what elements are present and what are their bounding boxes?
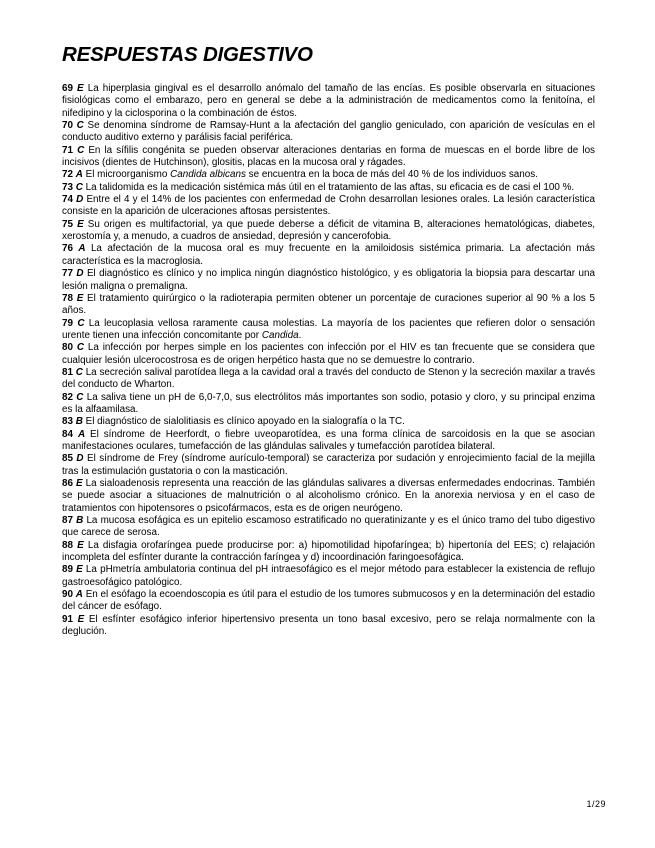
answer-entry xyxy=(62,145,595,170)
answer-number: 78 xyxy=(62,292,73,304)
answer-number: 76 xyxy=(62,243,73,255)
answer-number: 85 xyxy=(62,453,73,465)
answer-number: 79 xyxy=(62,317,73,329)
answer-number: 89 xyxy=(62,564,73,576)
answer-entry xyxy=(62,478,595,515)
answer-text: Se denomina síndrome de Ramsay-Hunt a la afectación del ganglio geniculado, con aparición de vesículas en el conducto auditivo externo y parálisis facial periférica. xyxy=(62,120,595,144)
answer-text: La afectación de la mucosa oral es muy frecuente en la amiloidosis sistémica primaria. La afectación más característica es la macroglosia. xyxy=(62,243,595,267)
answer-letter: C xyxy=(77,317,85,329)
answer-letter: E xyxy=(77,83,84,94)
answer-entry xyxy=(62,453,595,478)
answer-number: 91 xyxy=(62,613,73,625)
answer-number: 84 xyxy=(62,428,73,440)
answer-entry xyxy=(62,540,595,565)
answer-letter: E xyxy=(77,218,84,230)
answer-letter: C xyxy=(76,391,84,403)
answer-text: se encuentra en la boca de más del 40 % de los individuos sanos. xyxy=(245,169,538,181)
answer-entry xyxy=(62,342,595,367)
answer-number: 72 xyxy=(62,169,73,181)
answer-text: En el esófago la ecoendoscopia es útil para el estudio de los tumores submucosos y en la determinación del estadio del cáncer de esófago. xyxy=(62,589,596,613)
answer-text: La secreción salival parotídea llega a la cavidad oral a través del conducto de Stenon y la secreción maxilar a través del conducto de Wharton. xyxy=(62,366,596,391)
answer-number: 88 xyxy=(62,539,73,551)
answer-number: 73 xyxy=(62,181,73,193)
answer-entry xyxy=(62,589,595,614)
answer-number: 86 xyxy=(62,478,73,489)
answer-text: La saliva tiene un pH de 6,0-7,0, sus electrólitos más importantes son sodio, potasio y cloro, y su principal enzima es la alfaamilasa. xyxy=(62,391,595,415)
answer-text: La disfagia orofaríngea puede producirse por: a) hipomotilidad hipofaríngea; b) hipertonía del EES; c) relajación incompleta del esfínter durante la contracción faríngea y d) incoordinación faringoesofágica. xyxy=(62,539,595,564)
answer-letter: C xyxy=(75,181,83,193)
answer-text: El síndrome de Frey (síndrome aurículo-temporal) se caracteriza por sudación y enrojecimiento facial de la mejilla tras la estimulación gustatoria o con la masticación. xyxy=(62,453,596,477)
italic-term: Candida xyxy=(261,329,299,341)
answer-letter: E xyxy=(76,478,83,489)
answer-text: La talidomida es la medicación sistémica más útil en el tratamiento de las aftas, su eficacia es de casi el 100 %. xyxy=(85,181,575,193)
answer-text: El tratamiento quirúrgico o la radioterapia permiten obtener un porcentaje de curaciones superior al 90 % a los 5 años. xyxy=(62,292,595,317)
answer-number: 75 xyxy=(62,218,73,230)
answer-text: El esfínter esofágico inferior hipertensivo presenta un tono basal excesivo, pero se relaja normalmente con la deglución. xyxy=(62,613,596,638)
answer-entry xyxy=(62,120,595,145)
answer-entry xyxy=(62,268,595,293)
answer-entry xyxy=(62,614,595,639)
answer-letter: A xyxy=(75,589,83,601)
answer-text: El diagnóstico es clínico y no implica ningún diagnóstico histológico, y es obligatoria la biopsia para descartar una lesión maligna o premaligna. xyxy=(62,268,595,292)
page-title: RESPUESTAS DIGESTIVO xyxy=(62,43,313,66)
answer-text: El microorganismo xyxy=(85,169,171,181)
answer-number: 87 xyxy=(62,515,73,527)
answer-number: 90 xyxy=(62,589,73,601)
answer-letter: C xyxy=(76,120,84,132)
answer-entry xyxy=(62,83,595,120)
answer-letter: D xyxy=(76,453,84,465)
answer-entry xyxy=(62,194,595,219)
answer-letter: E xyxy=(76,292,84,304)
answer-entry xyxy=(62,169,595,181)
answer-number: 74 xyxy=(62,194,73,206)
answer-number: 81 xyxy=(62,366,73,378)
answer-entry xyxy=(62,243,595,268)
answer-entry xyxy=(62,416,595,428)
answer-number: 69 xyxy=(62,83,73,94)
answer-text: Su origen es multifactorial, ya que puede deberse a déficit de vitamina B, alteraciones hematológicas, diabetes, xerostomía y, a menudo, a cuadros de ansiedad, depresión y cancerofobia. xyxy=(62,218,596,243)
answer-text: La mucosa esofágica es un epitelio escamoso estratificado no queratinizante y es el único tramo del tubo digestivo que carece de serosa. xyxy=(62,515,595,539)
answer-text: En la sífilis congénita se pueden observar alteraciones dentarias en forma de muescas en el borde libre de los incisivos (dientes de Hutchinson), glositis, placas en la mucosa oral y rágades. xyxy=(62,144,595,169)
answer-entry xyxy=(62,182,595,194)
page-number: 1/29 xyxy=(586,799,606,809)
answer-number: 77 xyxy=(62,268,73,280)
answer-letter: A xyxy=(75,169,83,181)
answer-number: 82 xyxy=(62,391,73,403)
answer-list xyxy=(62,83,595,638)
answer-letter: E xyxy=(76,564,83,576)
answer-letter: D xyxy=(76,268,84,280)
answer-number: 83 xyxy=(62,416,73,428)
answer-entry xyxy=(62,429,595,454)
answer-entry xyxy=(62,392,595,417)
answer-number: 71 xyxy=(62,144,73,156)
answer-entry xyxy=(62,564,595,589)
answer-text: La leucoplasia vellosa raramente causa molestias. La mayoría de los pacientes que refieren dolor o sensación urente tienen una infección concomitante por xyxy=(62,317,595,341)
answer-text: El síndrome de Heerfordt, o fiebre uveoparotídea, es una forma clínica de sarcoidosis en la que se asocian manifestaciones oculares, tumefacción de las glándulas salivales y tumefacción parotídea bilateral. xyxy=(62,428,596,452)
answer-text: Entre el 4 y el 14% de los pacientes con enfermedad de Crohn desarrollan lesiones orales. La lesión característica consiste en la aparición de ulceraciones aftosas persistentes. xyxy=(62,194,595,218)
answer-text: La pHmetría ambulatoria continua del pH intraesofágico es el mejor método para establecer la existencia de reflujo gastroesofágico patológico. xyxy=(62,564,595,588)
answer-text: La sialoadenosis representa una reacción de las glándulas salivares a diversas enfermedades endocrinas. También se puede asociar a situaciones de malnutrición o al alcoholismo crónico. En la anorexia nerviosa y en el caso de tratamientos con hipotensores o psicofármacos, esta es de origen neurógeno. xyxy=(62,478,595,514)
answer-text: La hiperplasia gingival es el desarrollo anómalo del tamaño de las encías. Es posible observarla en situaciones fisiológicas como el embarazo, pero en general se debe a la administración de medicamentos como la fenitoína, el nifedipino y la ciclosporina o la combinación de éstos. xyxy=(62,83,596,119)
answer-entry xyxy=(62,318,595,343)
answer-letter: A xyxy=(77,428,86,440)
answer-entry xyxy=(62,515,595,540)
answer-text: El diagnóstico de sialolitiasis es clínico apoyado en la sialografía o la TC. xyxy=(85,416,405,428)
answer-entry xyxy=(62,367,595,392)
answer-number: 80 xyxy=(62,342,73,354)
answer-letter: B xyxy=(76,515,84,527)
italic-term: Candida albicans xyxy=(170,169,246,181)
answer-text: . xyxy=(298,329,302,341)
answer-letter: D xyxy=(76,194,84,206)
answer-letter: B xyxy=(75,416,83,428)
answer-letter: E xyxy=(77,539,84,551)
answer-letter: C xyxy=(76,342,84,354)
answer-number: 70 xyxy=(62,120,73,132)
answer-letter: E xyxy=(77,613,85,625)
answer-entry xyxy=(62,293,595,318)
answer-entry xyxy=(62,219,595,244)
answer-text: La infección por herpes simple en los pacientes con infección por el HIV es tan frecuente que se considera que cualquier lesión ulcerocostrosa es de origen herpético hasta que no se demuestre lo contrario. xyxy=(62,342,595,366)
answer-letter: C xyxy=(77,144,85,156)
answer-letter: A xyxy=(78,243,86,255)
answer-letter: C xyxy=(75,366,83,378)
